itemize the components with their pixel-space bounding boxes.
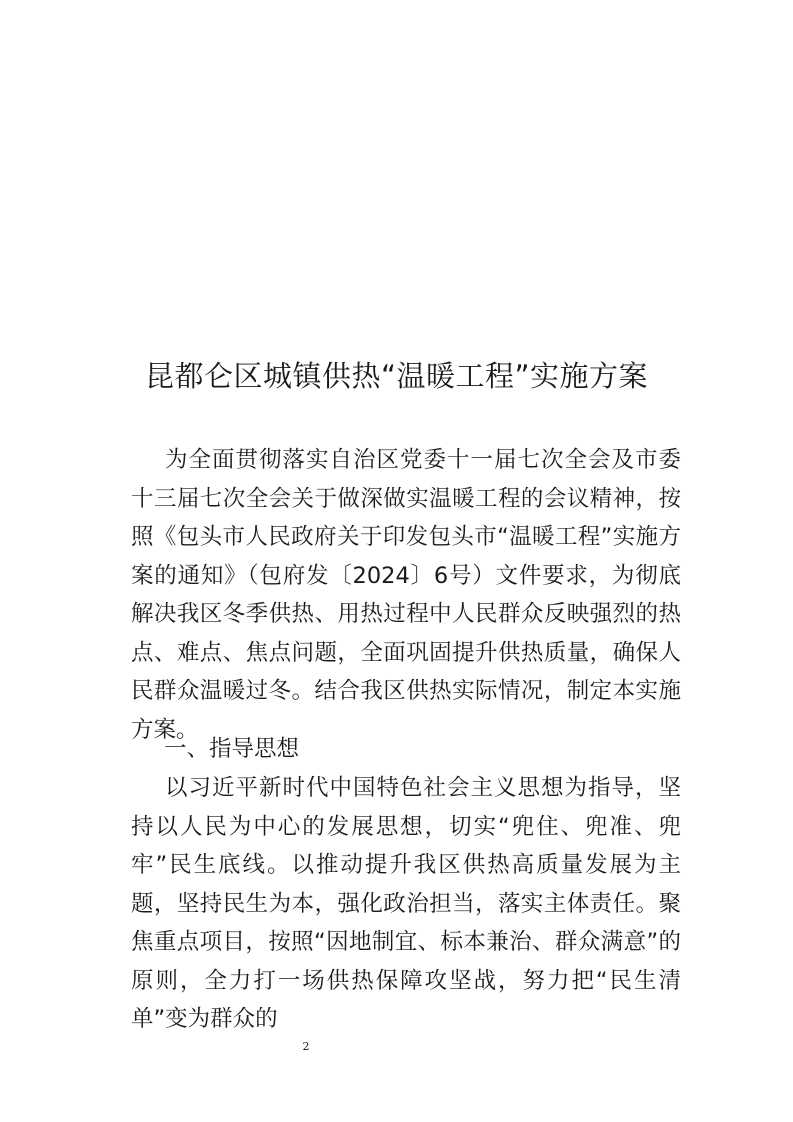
- section-paragraph: 以习近平新时代中国特色社会主义思想为指导，坚持以人民为中心的发展思想，切实“兜住、兜准、兜牢”民生底线。以推动提升我区供热高质量发展为主题，坚持民生为本，强化政治担当，落实主体责任。聚焦重点项目，按照“因地制宜、标本兼治、群众满意”的原则，全力打一场供热保障攻坚战，努力把“民生清单”变为群众的: [131, 775, 681, 1032]
- intro-paragraph: 为全面贯彻落实自治区党委十一届七次全会及市委十三届七次全会关于做深做实温暖工程的会议精神，按照《包头市人民政府关于印发包头市“温暖工程”实施方案的通知》（包府发〔2024〕6号）文件要求，为彻底解决我区冬季供热、用热过程中人民群众反映强烈的热点、难点、焦点问题，全面巩固提升供热质量，确保人民群众温暖过冬。结合我区供热实际情况，制定本实施方案。: [131, 447, 681, 743]
- document-title: 昆都仑区城镇供热“温暖工程”实施方案: [144, 359, 649, 393]
- section-heading: 一、指导思想: [164, 736, 300, 762]
- page-number: 2: [302, 1040, 310, 1053]
